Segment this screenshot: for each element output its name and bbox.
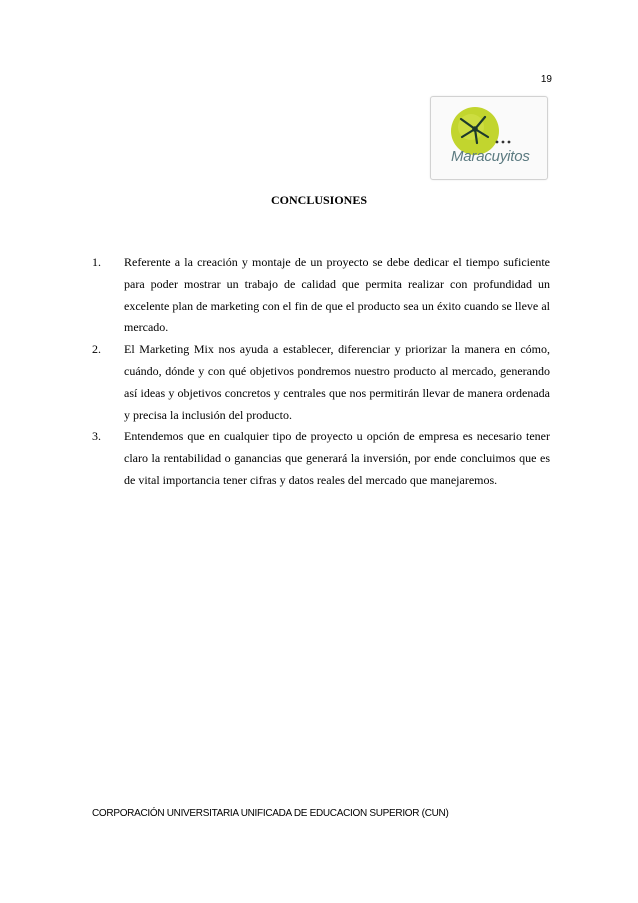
list-item xyxy=(92,339,550,426)
list-item-text: El Marketing Mix nos ayuda a establecer, diferenciar y priorizar la manera en cómo, cuándo, dónde y con qué objetivos pondremos nuestro producto al mercado, generando así ideas y objetivos concretos y centrales que nos permitirán llevar de manera ordenada y precisa la inclusión del producto. xyxy=(124,342,550,422)
list-item-number: 2. xyxy=(92,342,101,357)
list-item-text: Referente a la creación y montaje de un proyecto se debe dedicar el tiempo suficiente para poder mostrar un trabajo de calidad que permita realizar con profundidad un excelente plan de marketing con el fin de que el producto sea un éxito cuando se lleve al mercado. xyxy=(124,255,550,335)
list-item-text: Entendemos que en cualquier tipo de proyecto u opción de empresa es necesario tener claro la rentabilidad o ganancias que generará la inversión, por ende concluimos que es de vital importancia tener cifras y datos reales del mercado que manejaremos. xyxy=(124,429,550,487)
logo-text: Maracuyitos xyxy=(451,148,530,165)
list-item-number: 3. xyxy=(92,429,101,444)
footer-institution: CORPORACIÓN UNIVERSITARIA UNIFICADA DE EDUCACION SUPERIOR (CUN) xyxy=(92,808,449,819)
page-number: 19 xyxy=(540,74,552,85)
list-item xyxy=(92,252,550,339)
conclusions-list xyxy=(92,252,550,492)
list-item xyxy=(92,426,550,491)
list-item-number: 1. xyxy=(92,255,101,269)
page-title: CONCLUSIONES xyxy=(270,193,368,207)
company-logo xyxy=(430,96,548,180)
passion-fruit-logo-icon xyxy=(431,97,547,179)
